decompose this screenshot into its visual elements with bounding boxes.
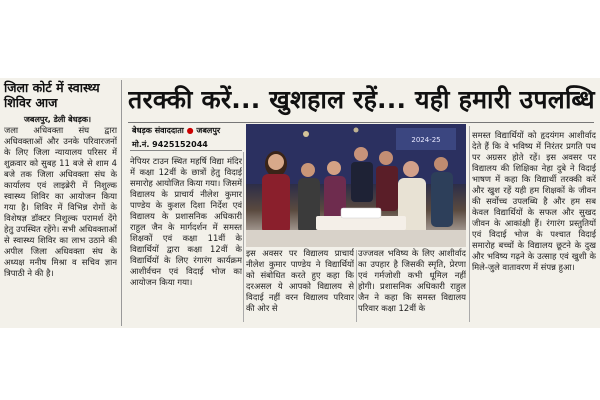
byline-city: जबलपुर — [196, 126, 221, 135]
story-column-2-text: इस अवसर पर विद्यालय प्राचार्य नीलेश कुमार पाण्डेय ने विद्यार्थियों को संबोधित करते हुए कहा कि दरअसल ये आपको विद्यालय से विदाई नहीं वरन विद्यालय परिवार की ओर से — [246, 248, 354, 313]
byline-rule — [130, 150, 242, 151]
story-column-4 — [472, 130, 596, 320]
story-column-4-text: समस्त विद्यार्थियों को हृदयंगम आशीर्वाद देते हैं कि वे भविष्य में निरंतर प्रगति पथ पर अग्रसर होते रहें। इस अवसर पर विद्यालय की शिक्षिका नेहा दुबे ने विदाई भाषण में कहा कि विद्यार्थी तरक्की करें और खुश रहें यही हम शिक्षकों के जीवन की सर्वोच्च उपलब्धि है और हम सब केवल विद्यार्थियों के सफल और सुखद जीवन के आकांक्षी हैं। रंगारंग प्रस्तुतियों एवं विदाई भोज के पश्चात विदाई समारोह बच्चों के विद्यालय छूटने के दुख और भविष्य गढ़ने के उत्साह एवं खुशी के मिले-जुले वातावरण में संपन्न हुआ। — [472, 130, 596, 272]
column-divider — [243, 152, 244, 322]
main-headline: तरक्की करें... खुशहाल रहें... यही हमारी उपलब्धि — [128, 85, 595, 114]
photo-board-text: 2024-25 — [411, 136, 441, 144]
left-story-text: जला अधिवक्ता संघ द्वारा अधिवक्ताओं और उनके परिवारजनों के लिए जिला न्यायालय परिसर में शुक्रवार को सुबह 11 बजे से शाम 4 बजे तक जिला अधिवक्ता संघ के कार्यालय एवं लाइब्रेरी में निशुल्क स्वास्थ्य शिविर का आयोजन किया गया है। शिविर में विभिन्न रोगों के विशेषज्ञ डॉक्टर निशुल्क परामर्श देंगे हेतु उपस्थित रहेंगे। सभी अधिवक्ताओं से स्वास्थ्य शिविर का लाभ उठाने की अपील जिला अधिवक्ता संघ के अध्यक्ष मनीष मिश्रा व सचिव ज्ञान त्रिपाठी ने की है। — [4, 125, 117, 278]
left-story-body — [4, 125, 117, 320]
column-divider — [356, 250, 357, 322]
story-column-1 — [130, 156, 242, 291]
byline-bullet-icon: ● — [186, 126, 194, 135]
column-divider — [121, 80, 122, 326]
byline-mobile: मो.नं. 9425152044 — [132, 140, 208, 149]
farewell-photo — [246, 124, 466, 247]
byline-reporter: बेधड़क संवाददाता — [132, 126, 184, 135]
story-column-1-text: नेपियर टाउन स्थित महर्षि विद्या मंदिर में कक्षा 12वीं के छात्रों हेतु विदाई समारोह आयोजित किया गया। जिसमें विद्यालय के प्राचार्य नीलेश कुमार पाण्डेय के कुशल दिशा निर्देश एवं विद्यालय के प्रशासनिक अधिकारी राहुल जैन के मार्गदर्शन में समस्त शिक्षकों एवं कक्षा 11वीं के विद्यार्थियों द्वारा कक्षा 12वीं के विद्यार्थियों के लिए रंगारंग कार्यक्रम आशीर्वचन एवं विदाई भोज का आयोजन किया गया। — [130, 156, 242, 287]
story-column-3 — [358, 248, 466, 323]
left-story-title: जिला कोर्ट में स्वास्थ्य शिविर आज — [4, 80, 100, 110]
story-column-2 — [246, 248, 354, 323]
column-divider — [469, 126, 470, 322]
byline — [132, 125, 242, 136]
left-story-dateline: जबलपुर, डेली बेधड़क। — [24, 115, 92, 124]
story-column-3-text: उज्जवल भविष्य के लिए आशीर्वाद का उपहार है जिसकी स्मृति, प्रेरणा एवं गर्मजोशी कभी धूमिल नहीं होगी। प्रशासनिक अधिकारी राहुल जैन ने कहा कि समस्त विद्यालय परिवार कक्षा 12वीं के — [358, 248, 466, 313]
photo-illustration — [246, 124, 466, 247]
headline-rule — [128, 122, 594, 123]
